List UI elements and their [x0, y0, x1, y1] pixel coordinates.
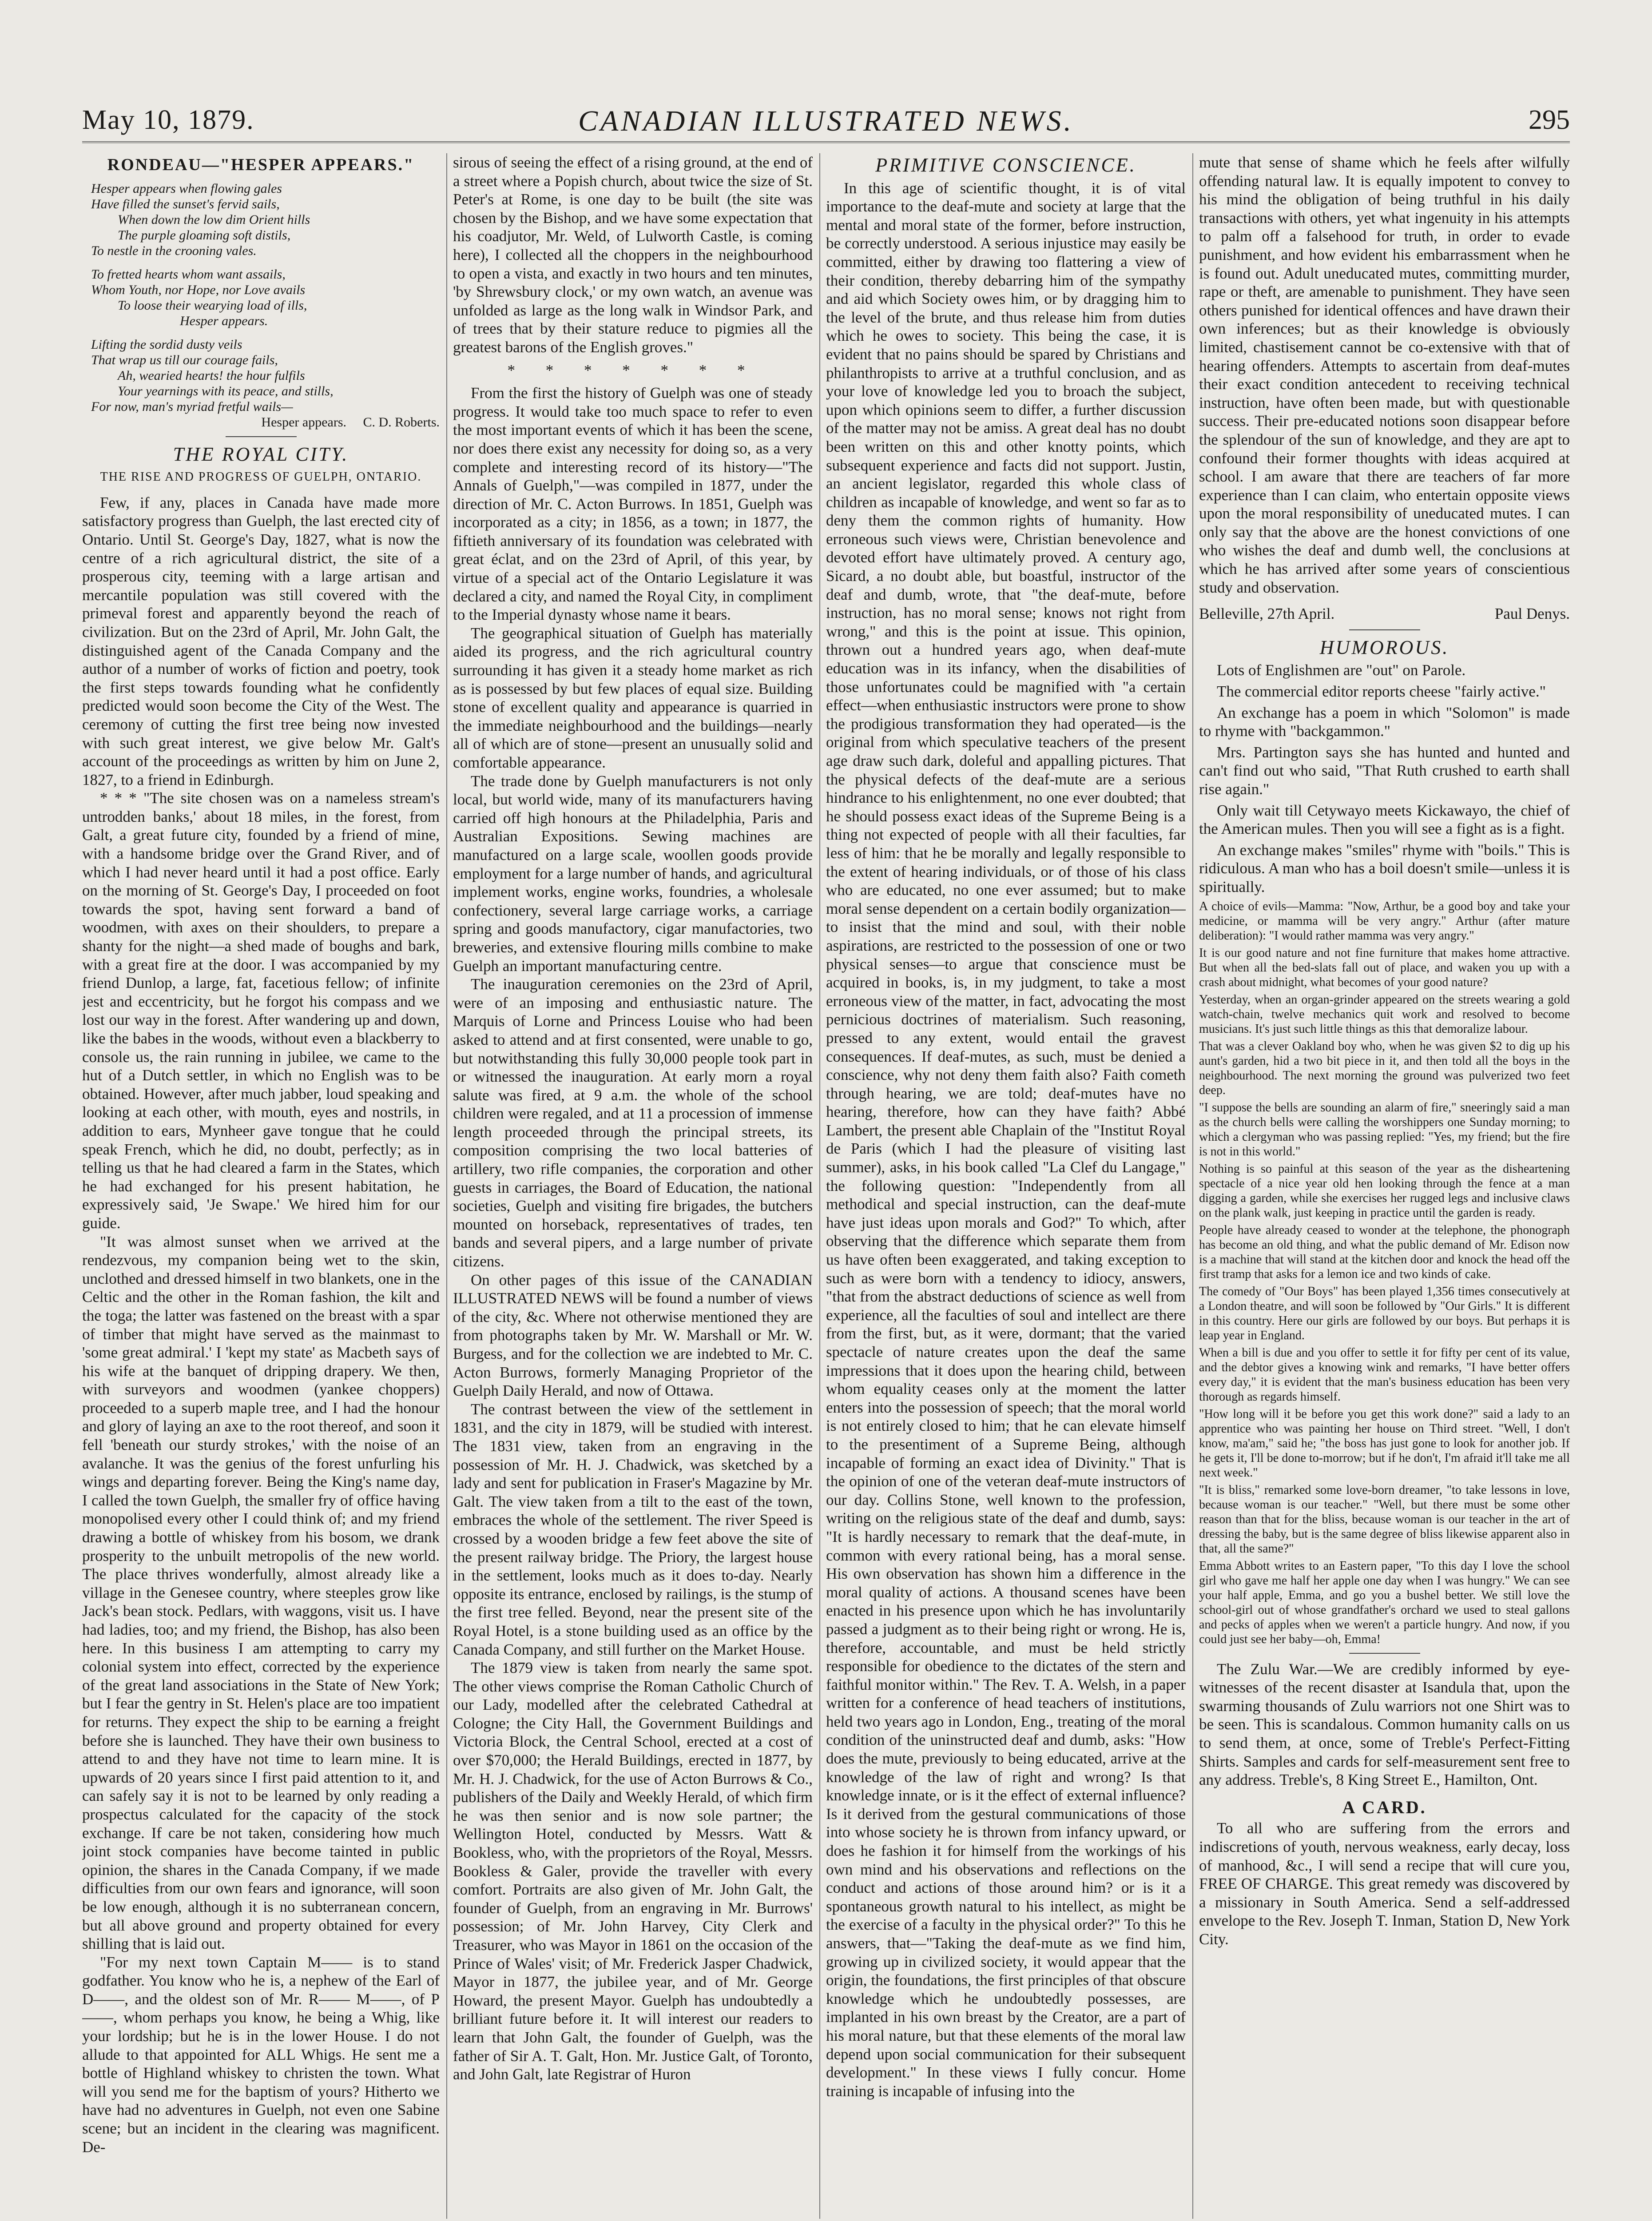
poem-line: Hesper appears.	[180, 313, 268, 328]
humor-item: A choice of evils—Mamma: "Now, Arthur, be a good boy and take your medicine, or mamma will be very angry." Arthur (after mature deliberation): "I would rather mamma was very angry."	[1199, 899, 1570, 943]
humorous-title: HUMOROUS.	[1319, 636, 1449, 658]
poem-line: Whom Youth, nor Hope, nor Love avails	[91, 282, 306, 297]
humor-item: "It is bliss," remarked some love-born dreamer, "to take lessons in love, because woman is our teacher." "Well, but there must be some other reason than that for the bliss, because woman is our teacher in the art of dressing the baby, but is the same degree of bliss likewise apparent also in that, all the same?"	[1199, 1483, 1570, 1556]
poem-author: C. D. Roberts.	[363, 414, 440, 430]
humor-item: An exchange makes "smiles" rhyme with "boils." This is ridiculous. A man who has a boil doesn't smile—unless it is spiritually.	[1199, 841, 1570, 896]
header-rule	[82, 141, 1570, 143]
poem-line: To fretted hearts whom want assails,	[91, 267, 286, 282]
column-4	[1199, 153, 1570, 2219]
humor-item: Only wait till Cetywayo meets Kickawayo, the chief of the American mules. Then you will see a fight as is a fight.	[1199, 801, 1570, 838]
article-paragraph: In this age of scientific thought, it is of vital importance to the deaf-mute and society at large that the mental and moral state of the former, before instruction, be correctly understood. A serious injustice may easily be committed, either by drawing too flattering a view of their condition, thereby debarring him of the sympathy and aid which Society owes him, or by dragging him to the level of the brute, and thus release him from duties which he owes to society. This being the case, it is evident that no pains should be spared by Christians and philanthropists to arrive at a truthful conclusion, and as your love of knowledge led you to broach the subject, upon which opinions seem to differ, a further discussion of the matter may not be amiss. A great deal has no doubt been written on this and other knotty points, which subsequent experience and facts did not support. Justin, an ancient legislator, regarded this whole class of children as incapable of knowledge, and went so far as to deny them the common rights of humanity. How erroneous such views were, Christian benevolence and devoted effort have ultimately proved. A century ago, Sicard, a no doubt able, but boastful, instructor of the deaf and dumb, wrote, that "the deaf-mute, before instruction, has no moral sense; knows not right from wrong," and this is the point at issue. This opinion, thrown out a hundred years ago, when deaf-mute education was in its infancy, when the disabilities of those unfortunates could be magnified with "a certain effect—when enthusiastic instructors were prone to show the prodigious transformation they had operated—is the original from which speculative teachers of the present age draw such dark, doleful and appalling pictures. That the physical defects of the deaf-mute are a serious hindrance to his enlightenment, no one ever doubted; that he should possess exact ideas of the Supreme Being is a thing not expected of people with all their faculties, far less of him: that he be morally and legally responsible to the extent of hearing individuals, or of those of his class who are educated, no one ever assumed; but to make moral sense dependent on a certain bodily organization—to insist that the mind and soul, with their noble aspirations, are restricted to the possession of one or two physical senses—to argue that conscience must be acquired in books, is, in my judgment, to take a most erroneous view of the matter, in fact, advocating the most pernicious doctrines of materialism. Such reasoning, pressed to any extent, would entail the gravest consequences. If deaf-mutes, as such, must be denied a conscience, why not deny them faith also? Faith cometh through hearing, we are told; deaf-mutes have no hearing, therefore, how can they have faith? Abbé Lambert, the present able Chaplain of the "Institut Royal de Paris (which I had the pleasure of visiting last summer), asks, in his book called "La Clef du Langage," the following question: "Independently from all methodical and special instruction, can the deaf-mute have just ideas upon morals and God?" To which, after observing that the difference which separate them from us have often been exaggerated, and taking exception to such as were born with a tendency to idiocy, answers, "that from the abstract deductions of science as well from experience, all the faculties of soul and intellect are there from the first, but, as it were, dormant; that the varied spectacle of nature creates upon the deaf the same impressions that it does upon the hearing child, between whom equality ceases only at the moment the latter enters into the possession of speech; that the moral world is not entirely closed to him; that he can elevate himself to the presentiment of a Supreme Being, although incapable of forming an exact idea of Divinity." That is the opinion of one of the veteran deaf-mute instructors of our day. Collins Stone, well known to the profession, writing on the religious state of the deaf and dumb, says: "It is hardly necessary to remark that the deaf-mute, in common with every rational being, has a moral sense. His own observation has shown him a difference in the moral quality of actions. A thousand scenes have been enacted in his presence upon which he has involuntarily passed a judgment as to their being right or wrong. He is, therefore, accountable, and must be held strictly responsible for obedience to the dictates of the stern and faithful monitor within." The Rev. T. A. Welsh, in a paper written for a conference of head teachers of institutions, held two years ago in London, Eng., treating of the moral condition of the uninstructed deaf and dumb, asks: "How does the mute, previously to being educated, arrive at the knowledge of the law of right and wrong? Is that knowledge innate, or is it the effect of external influence? Is it derived from the gestural communications of those into whose society he is thrown from infancy upward, or does he fashion it for himself from the workings of his own mind and his observations and reflections on the conduct and actions of those around him? or is it a spontaneous growth natural to his intellect, as might be the exercise of a faculty in the physical order?" To this he answers, that—"Taking the deaf-mute as we find him, growing up in civilized society, it would appear that the origin, the foundations, the first principles of that obscure knowledge which he undoubtedly possesses, are implanted in his own breast by the Creator, are a part of his moral nature, but that these elements of the moral law depend upon social communication for their subsequent development." In these views I fully concur. Home training is incapable of infusing into the	[826, 179, 1186, 2100]
poem-line: For now, man's myriad fretful wails—	[91, 399, 293, 414]
article-paragraph: On other pages of this issue of the CANADIAN ILLUSTRATED NEWS will be found a number of views of the city, &c. Where not otherwise mentioned they are from photographs taken by Mr. W. Marshall or Mr. W. Burgess, and for the collection we are indebted to Mr. C. Acton Burrows, formerly Managing Proprietor of the Guelph Daily Herald, and now of Ottawa.	[453, 1271, 813, 1400]
masthead-title: CANADIAN ILLUSTRATED NEWS.	[578, 105, 1074, 137]
article-paragraph: * * * "The site chosen was on a nameless stream's untrodden banks,' about 18 miles, in the forest, from Galt, a great future city, founded by a friend of mine, with a handsome bridge over the Grand River, and of which I had never heard until it had a post office. Early on the morning of St. George's Day, I proceeded on foot towards the spot, having sent forward a band of woodmen, with axes on their shoulders, to prepare a shanty for the night—a shed made of boughs and bark, with a great fire at the door. I was accompanied by my friend Dunlop, a large, fat, facetious fellow; of infinite jest and eccentricity, but he forgot his compass and we lost our way in the forest. After wandering up and down, like the babes in the woods, without even a blackberry to console us, the rain running in jubilee, we came to the hut of a Dutch settler, in which no English was to be obtained. However, after much jabber, loud speaking and looking at each other, with mouth, eyes and nostrils, in addition to ears, Mynheer gave tongue that he could speak French, which he did, no doubt, perfectly; as in telling us that he had cleared a farm in the States, which he had exchanged for his present habitation, he expressively said, 'Je Swape.' We hired him for our guide.	[82, 789, 440, 1232]
humor-item: "How long will it be before you get this work done?" said a lady to an apprentice who was painting her house on Third street. "Well, I don't know, ma'am," said he; "the boss has just gone to look for another job. If he gets it, I'll be done to-morrow; but if he don't, I'm afraid it'll take me all next week."	[1199, 1407, 1570, 1480]
poem-line: Hesper appears when flowing gales	[91, 181, 282, 196]
poem-line: Ah, wearied hearts! the hour fulfils	[118, 368, 305, 383]
poem-line: To nestle in the crooning vales.	[91, 243, 257, 258]
section-rule	[226, 436, 297, 437]
article-paragraph: "For my next town Captain M—— is to stand godfather. You know who he is, a nephew of the Earl of D——, and the oldest son of Mr. R—— M——, of P——, whom perhaps you know, he being a Whig, like your lordship; but he is in the lower House. I do not allude to that appointed for ALL Whigs. He sent me a bottle of Highland whiskey to christen the town. What will you send me for the baptism of yours? Hitherto we have had no adventures in Guelph, not even one Sabine scene; but an incident in the clearing was magnificent. De-	[82, 1953, 440, 2156]
article-paragraph: "It was almost sunset when we arrived at the rendezvous, my companion being wet to the skin, unclothed and dressed himself in two blankets, one in the Celtic and the other in the Roman fashion, the kilt and the toga; the latter was fastened on the breast with a spar of timber that might have served as the mainmast to 'some great admiral.' I 'kept my state' as Macbeth says of his wife at the banquet of dripping drapery. We then, with surveyors and woodmen (yankee choppers) proceeded to a superb maple tree, and I had the honour and glory of laying an axe to the root thereof, and soon it fell 'beneath our sturdy strokes,' with the noise of an avalanche. It was the genius of the forest unfurling his wings and departing forever. Being the King's name day, I called the town Guelph, the smaller fry of office having monopolised every other I could think of; and my friend drawing a bottle of whiskey from his bosom, we drank prosperity to the unbuilt metropolis of the new world. The place thrives wonderfully, almost already like a village in the Genesee country, where steeples grow like Jack's bean stock. Pedlars, with waggons, visit us. I have had ladies, too; and my friend, the Bishop, has also been here. In this business I am attempting to carry my colonial system into effect, corrected by the experience of the great land associations in the State of New York; but I fear the gentry in St. Helen's place are too impatient for returns. They expect the ship to be earning a freight before she is launched. They have their own business to attend to and they have not time to learn mine. It is upwards of 20 years since I first paid attention to it, and can safely say it is not to be learned by only reading a prospectus calculated for the capacity of the stock exchange. If care be not taken, considering how much joint stock companies have become tainted in public opinion, the shares in the Canada Company, if we made difficulties from our own fears and ignorance, will soon be low enough, although it is no subterranean concern, but all above ground and property obtained for every shilling that is laid out.	[82, 1233, 440, 1953]
article-paragraph: sirous of seeing the effect of a rising ground, at the end of a street where a Popish church, about twice the size of St. Peter's at Rome, is one day to be built (the site was chosen by the Bishop, and we have some expectation that his coadjutor, Mr. Weld, of Lulworth Castle, is coming here), I collected all the choppers in the neighbourhood to open a vista, and exactly in two hours and ten minutes, 'by Shrewsbury clock,' or my own watch, an avenue was unfolded as large as the long walk in Windsor Park, and of trees that by their stature reduce to pigmies all the greatest barons of the English groves."	[453, 154, 813, 356]
column-2	[453, 153, 813, 2219]
page-header	[82, 104, 1570, 138]
poem-line: Have filled the sunset's fervid sails,	[91, 196, 280, 211]
issue-date: May 10, 1879.	[82, 105, 254, 135]
section-rule	[1349, 629, 1420, 630]
poem-line: Your yearnings with its peace, and stills,	[118, 383, 334, 398]
signature: Paul Denys.	[1494, 605, 1570, 623]
humor-item: Yesterday, when an organ-grinder appeared on the streets wearing a gold watch-chain, twelve mechanics quit work and resolved to become musicians. It's just such little things as this that demoralize labour.	[1199, 992, 1570, 1036]
poem-line: That wrap us till our courage fails,	[91, 352, 278, 367]
royal-city-subtitle: THE RISE AND PROGRESS OF GUELPH, ONTARIO.	[100, 470, 422, 484]
royal-city-title: THE ROYAL CITY.	[173, 443, 349, 465]
humor-item: That was a clever Oakland boy who, when he was given $2 to dig up his aunt's garden, hid a two bit piece in it, and then told all the boys in the neighbourhood. The next morning the ground was pulverized two feet deep.	[1199, 1039, 1570, 1097]
column-divider	[819, 153, 820, 2219]
page-number: 295	[1529, 105, 1570, 135]
zulu-war-ad: The Zulu War.—We are credibly informed by eye-witnesses of the recent disaster at Isandula that, upon the swarming thousands of Zulu warriors not one Shirt was to be seen. This is scandalous. Common humanity calls on us to send them, at once, some of Treble's Perfect-Fitting Shirts. Samples and cards for self-measurement sent free to any address. Treble's, 8 King Street E., Hamilton, Ont.	[1199, 1660, 1570, 1789]
column-1	[82, 153, 440, 2219]
article-paragraph: The 1879 view is taken from nearly the same spot. The other views comprise the Roman Catholic Church of our Lady, modelled after the celebrated Cathedral at Cologne; the City Hall, the Government Buildings and Victoria Block, the Central School, erected at a cost of over $70,000; the Herald Buildings, erected in 1877, by Mr. H. J. Chadwick, for the use of Acton Burrows & Co., publishers of the Daily and Weekly Herald, of which firm he was then senior and is now sole partner; the Wellington Hotel, conducted by Messrs. Watt & Bookless, who, with the proprietors of the Royal, Messrs. Bookless & Galer, provide the traveller with every comfort. Portraits are also given of Mr. John Galt, the founder of Guelph, from an engraving in Mr. Burrows' possession; of Mr. John Harvey, City Clerk and Treasurer, who was Mayor in 1861 on the occasion of the Prince of Wales' visit; of Mr. Frederick Jasper Chadwick, Mayor in 1877, the jubilee year, and of Mr. George Howard, the present Mayor. Guelph has undoubtedly a brilliant future before it. It will interest our readers to learn that John Galt, the founder of Guelph, was the father of Sir A. T. Galt, Hon. Mr. Justice Galt, of Toronto, and John Galt, late Registrar of Huron	[453, 1659, 813, 2083]
section-stars: * * * * * * *	[507, 361, 758, 379]
humor-item: The commercial editor reports cheese "fairly active."	[1217, 683, 1546, 701]
article-paragraph: From the first the history of Guelph was one of steady progress. It would take too much space to refer to even the most important events of which it has been the scene, nor does there exist any necessity for doing so, as a very complete and interesting record of its history—"The Annals of Guelph,"—was compiled in 1877, under the direction of Mr. C. Acton Burrows. In 1851, Guelph was incorporated as a city; in 1856, as a town; in 1877, the fiftieth anniversary of its foundation was celebrated with great éclat, and on the 23rd of April, of this year, by virtue of a special act of the Ontario Legislature it was declared a city, and named the Royal City, in compliment to the Imperial dynasty whose name it bears.	[453, 384, 813, 624]
poem-line: When down the low dim Orient hills	[118, 212, 310, 227]
article-paragraph: mute that sense of shame which he feels after wilfully offending natural law. It is equally impotent to convey to his mind the obligation of being truthful in his daily transactions with others, yet what ingenuity in his attempts to palm off a falsehood for truth, in order to evade punishment, and how evident his embarrassment when he is found out. Adult uneducated mutes, committing murder, rape or theft, are amenable to punishment. They have seen others punished for identical offences and have drawn their own inferences; but as their knowledge is obviously limited, chastisement cannot be co-extensive with that of hearing offenders. Attempts to ascertain from deaf-mutes their exact condition antecedent to receiving technical instruction, have often been made, but with questionable success. Their pre-educated notions soon disappear before the splendour of the sun of knowledge, and they are apt to confound their former thoughts with ideas acquired at school. I am aware that there are teachers of far more experience than I can claim, who entertain opposite views upon the moral responsibility of uneducated mutes. I can only say that the above are the honest convictions of one who wishes the deaf and dumb well, the conclusions at which he has arrived after some years of conscientious study and observation.	[1199, 154, 1570, 596]
poem-last-line: Hesper appears.	[261, 414, 346, 430]
poem-author-line	[91, 414, 440, 430]
humor-item: Mrs. Partington says she has hunted and hunted and can't find out who said, "That Ruth crushed to earth shall rise again."	[1199, 743, 1570, 798]
poem-line: Lifting the sordid dusty veils	[91, 337, 242, 352]
poem-line: To loose their wearying load of ills,	[118, 298, 307, 313]
article-paragraph: The trade done by Guelph manufacturers is not only local, but world wide, many of its manufacturers having carried off high honours at the Philadelphia, Paris and Australian Expositions. Sewing machines are manufactured on a large scale, woollen goods provide employment for a large number of hands, and agricultural implement works, engine works, foundries, a wholesale confectionery, several large carriage works, a carriage spring and goods manufactory, cigar manufactories, two breweries, and extensive flouring mills combine to make Guelph an important manufacturing centre.	[453, 772, 813, 975]
card-title: A CARD.	[1342, 1797, 1427, 1817]
poem-line: The purple gloaming soft distils,	[118, 227, 291, 243]
humor-item: An exchange has a poem in which "Solomon" is made to rhyme with "backgammon."	[1199, 704, 1570, 740]
column-divider	[1192, 153, 1193, 2219]
humor-item: Emma Abbott writes to an Eastern paper, "To this day I love the school girl who gave me half her apple one day when I was hungry." We can see your half apple, Emma, and go you a bushel better. We still love the school-girl out of whose grandfather's orchard we used to steal gallons and pecks of apples when we weren't a particle hungry. And now, if you could just see her baby—oh, Emma!	[1199, 1559, 1570, 1646]
humor-item: People have already ceased to wonder at the telephone, the phonograph has become an old thing, and what the public demand of Mr. Edison now is a machine that will stand at the kitchen door and knock the head off the first tramp that asks for a lemon ice and two kinds of cake.	[1199, 1223, 1570, 1281]
humor-item: Lots of Englishmen are "out" on Parole.	[1217, 661, 1466, 679]
column-divider	[446, 153, 447, 2219]
humor-item: The comedy of "Our Boys" has been played 1,356 times consecutively at a London theatre, and will soon be followed by "Our Girls." It is different in this country. Here our girls are followed by our boys. But perhaps it is leap year in England.	[1199, 1284, 1570, 1342]
conscience-signoff	[1199, 605, 1570, 623]
section-rule	[1349, 1653, 1420, 1654]
article-paragraph: The contrast between the view of the settlement in 1831, and the city in 1879, will be studied with interest. The 1831 view, taken from an engraving in the possession of Mr. H. J. Chadwick, was sketched by a lady and sent for publication in Fraser's Magazine by Mr. Galt. The view taken from a tilt to the east of the town, embraces the whole of the settlement. The river Speed is crossed by a wooden bridge a few feet above the site of the present railway bridge. The Priory, the largest house in the settlement, looks much as it does to-day. Nearly opposite its entrance, enclosed by railings, is the stump of the first tree felled. Beyond, near the present site of the Royal Hotel, is a stone building used as an office by the Canada Company, and still further on the Market House.	[453, 1400, 813, 1658]
conscience-title: PRIMITIVE CONSCIENCE.	[875, 154, 1136, 176]
humor-item: When a bill is due and you offer to settle it for fifty per cent of its value, and the debtor gives a knowing wink and remarks, "I have better offers every day," it is evident that the man's business education has been very thorough as regards himself.	[1199, 1345, 1570, 1404]
card-text: To all who are suffering from the errors and indiscretions of youth, nervous weakness, early decay, loss of manhood, &c., I will send a recipe that will cure you, FREE OF CHARGE. This great remedy was discovered by a missionary in South America. Send a self-addressed envelope to the Rev. Joseph T. Inman, Station D, New York City.	[1199, 1819, 1570, 1948]
article-paragraph: Few, if any, places in Canada have made more satisfactory progress than Guelph, the last erected city of Ontario. Until St. George's Day, 1827, what is now the centre of a rich agricultural district, the site of a prosperous city, teeming with a large artisan and mercantile population was still covered with the primeval forest and apparently beyond the reach of civilization. But on the 23rd of April, Mr. John Galt, the distinguished agent of the Canada Company and the author of a number of works of fiction and poetry, took the first steps towards founding what he confidently predicted would soon become the City of the West. The ceremony of cutting the first tree being now invested with such great interest, we give below Mr. Galt's account of the proceedings as written by him on June 2, 1827, to a friend in Edinburgh.	[82, 494, 440, 788]
humor-item: "I suppose the bells are sounding an alarm of fire," sneeringly said a man as the church bells were calling the worshippers one Sunday morning; to which a clergyman who was passing replied: "Yes, my friend; but the fire is not in this world."	[1199, 1100, 1570, 1158]
article-paragraph: The geographical situation of Guelph has materially aided its progress, and the rich agricultural country surrounding it has given it a steady home market as rich as is possessed by but few places of equal size. Building stone of excellent quality and appearance is quarried in the immediate neighbourhood and the buildings—nearly all of which are of stone—present an unusually solid and comfortable appearance.	[453, 624, 813, 771]
humor-item: Nothing is so painful at this season of the year as the disheartening spectacle of a nice year old hen looking through the fence at a man digging a garden, while she exercises her rugged legs and inclusive claws on the plank walk, just keeping in practice until the garden is ready.	[1199, 1162, 1570, 1220]
poem-title: RONDEAU—"HESPER APPEARS."	[107, 155, 415, 174]
column-3	[826, 153, 1186, 2219]
article-paragraph: The inauguration ceremonies on the 23rd of April, were of an imposing and enthusiastic nature. The Marquis of Lorne and Princess Louise who had been asked to attend and at first consented, were unable to go, but notwithstanding this fully 30,000 people took part in or witnessed the inauguration. At early morn a royal salute was fired, at 9 a.m. the whole of the school children were regaled, and at 11 a procession of immense length proceeded through the principal streets, its composition comprising the two local batteries of artillery, two rifle companies, the corporation and other guests in carriages, the Board of Education, the national societies, Guelph and visiting fire brigades, the butchers mounted on horseback, representatives of trades, ten bands and several pipers, and a large number of private citizens.	[453, 975, 813, 1270]
humor-item: It is our good nature and not fine furniture that makes home attractive. But when all the bed-slats fall out of place, and waken you up with a crash about midnight, what becomes of your good nature?	[1199, 946, 1570, 989]
poem-body	[91, 181, 440, 430]
place-date: Belleville, 27th April.	[1199, 605, 1335, 623]
